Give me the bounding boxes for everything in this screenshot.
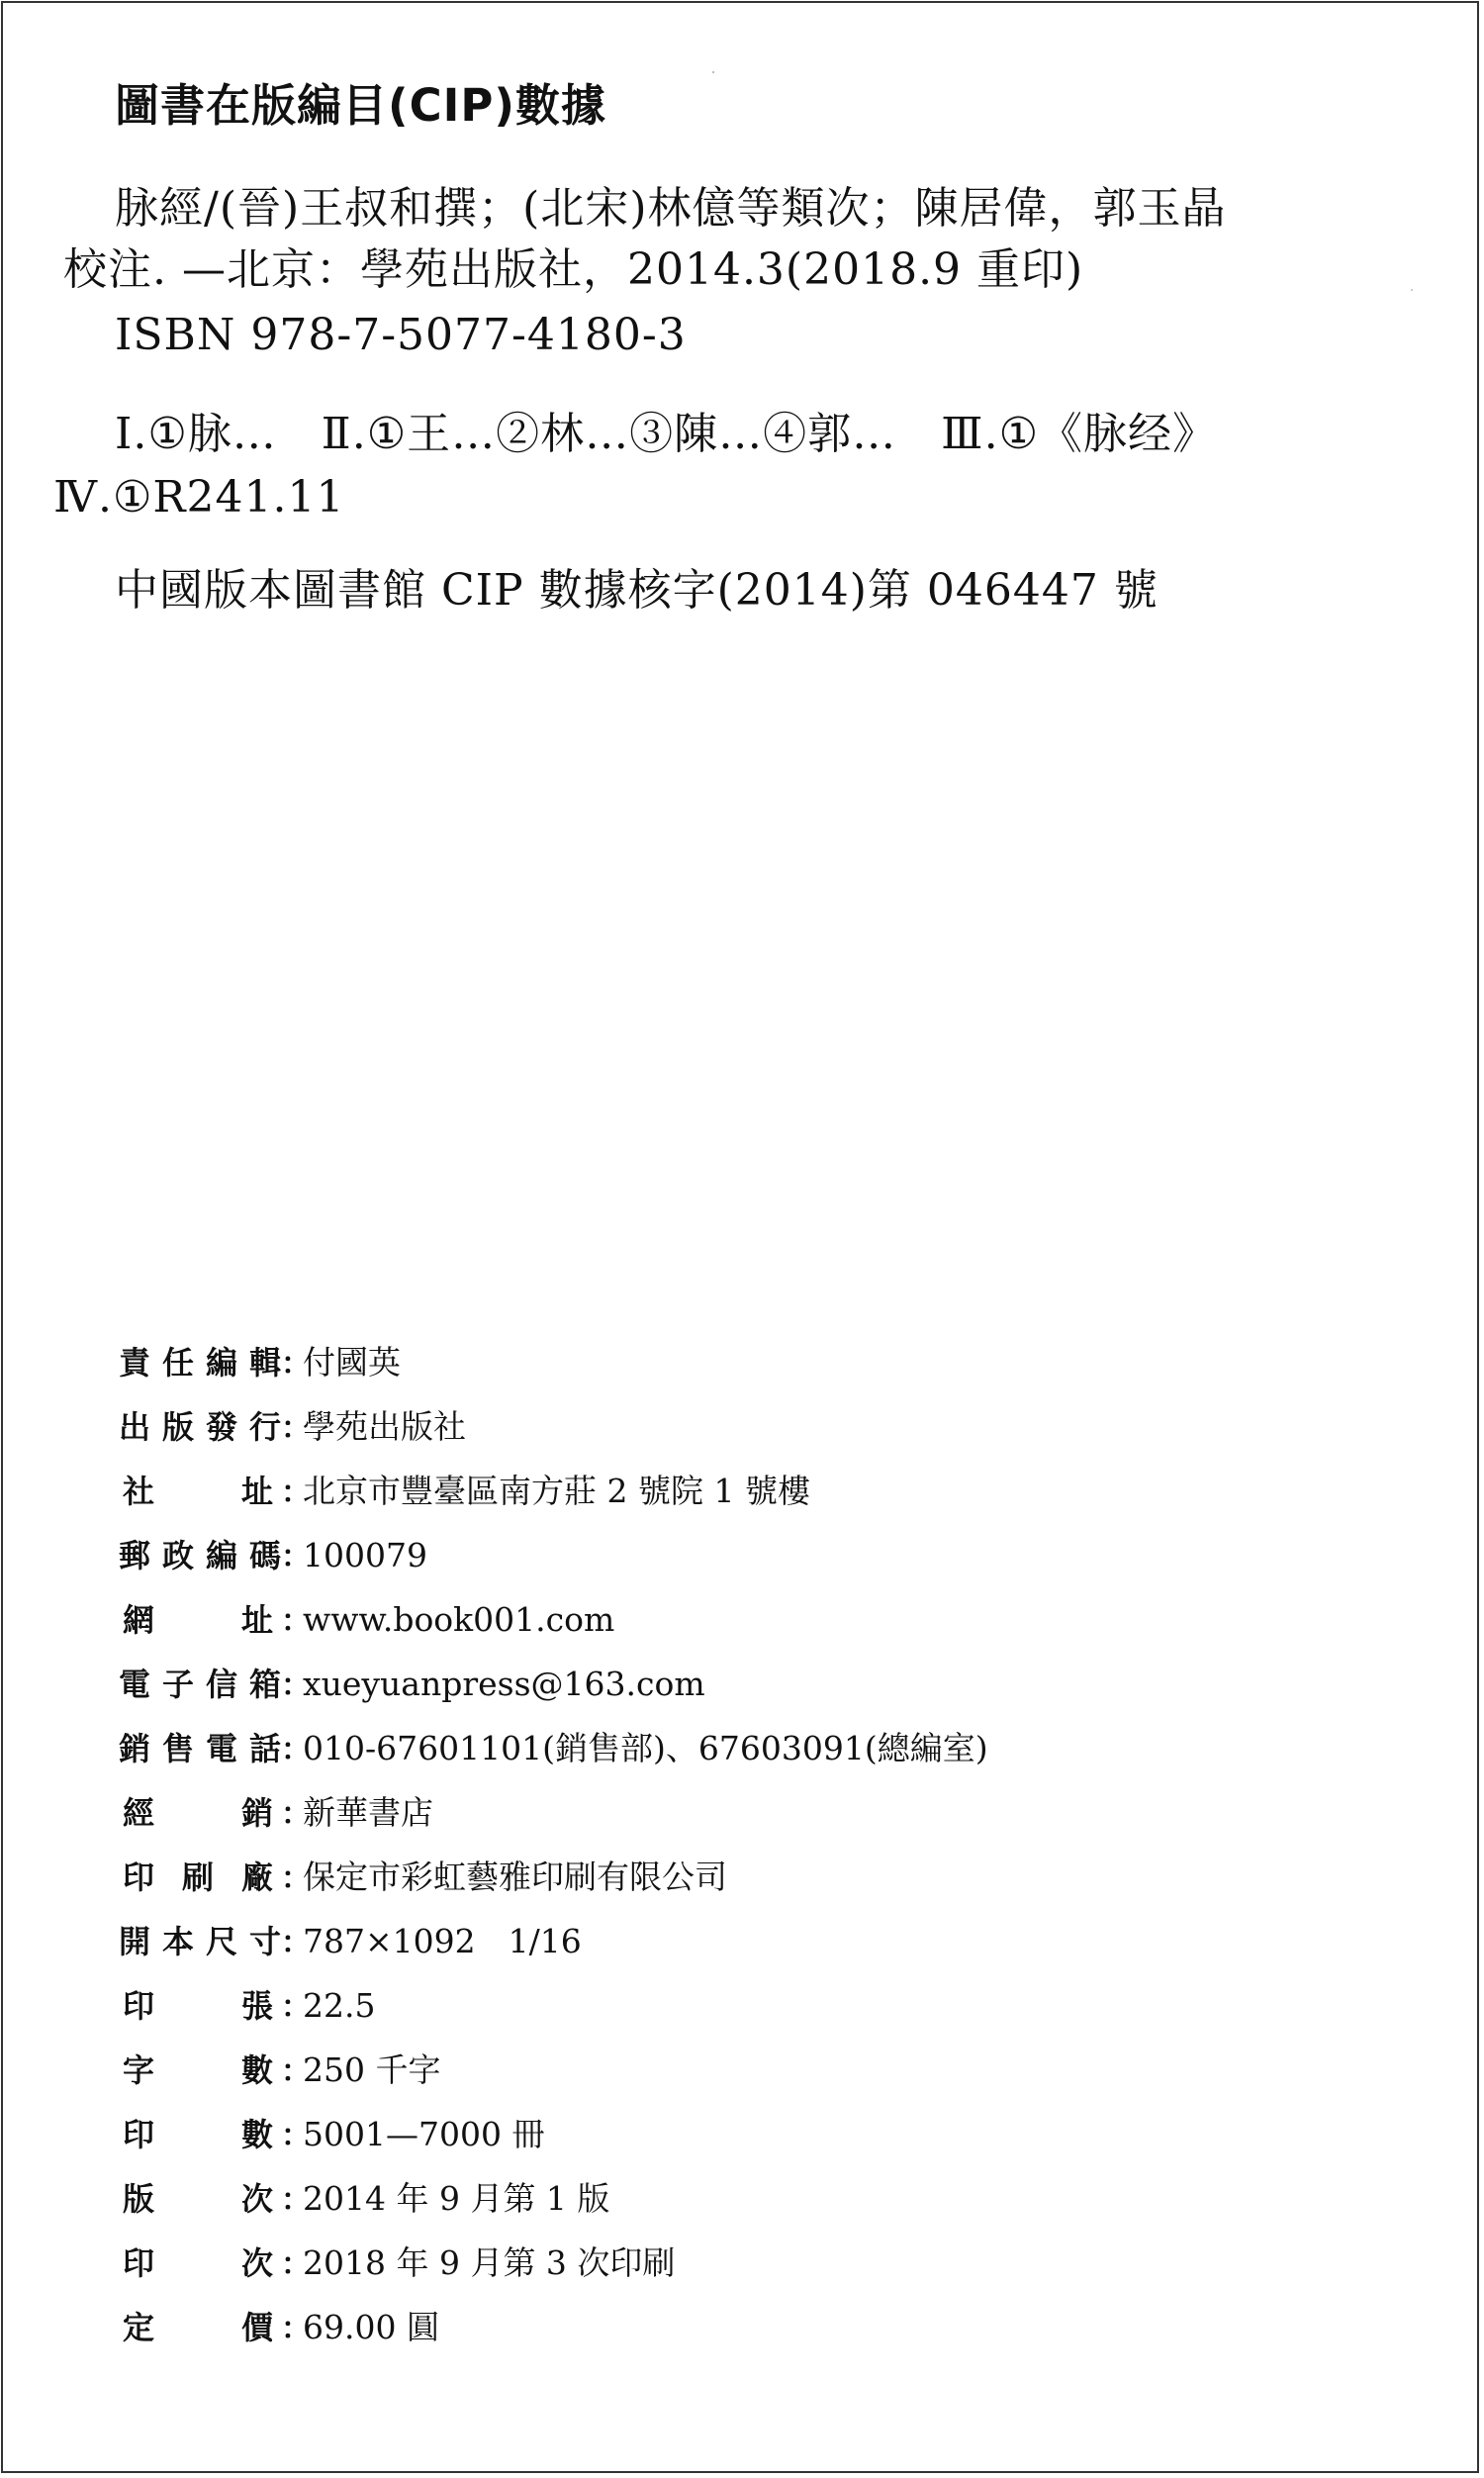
cip-publication-info: 校注. —北京：學苑出版社，2014.3(2018.9 重印): [63, 244, 1084, 295]
colophon-colon: ：: [281, 2312, 311, 2346]
cip-subject-index: Ⅰ.①脉… Ⅱ.①王…②林…③陳…④郭… Ⅲ.①《脉经》: [115, 409, 1218, 459]
colophon-row: [119, 1394, 1405, 1459]
colophon-row: [119, 1587, 1405, 1652]
cip-title-authors: 脉經/(晉)王叔和撰；(北宋)林億等類次；陳居偉，郭玉晶: [115, 183, 1227, 234]
colophon-row: [119, 2295, 1405, 2359]
colophon-row: [119, 1716, 1405, 1780]
colophon-row: [119, 1652, 1405, 1716]
colophon-colon: ：: [281, 1668, 311, 1703]
colophon-row: [119, 2038, 1405, 2102]
colophon-value: 69.00 圓: [303, 2308, 439, 2346]
colophon-value: 100079: [303, 1536, 427, 1574]
colophon-colon: ：: [281, 1604, 311, 1639]
colophon-colon: ：: [281, 1411, 311, 1446]
colophon-label: 社 址: [123, 1473, 273, 1510]
colophon-label: 印 刷 廠: [123, 1858, 273, 1896]
colophon-value: 北京市豐臺區南方莊 2 號院 1 號樓: [303, 1472, 810, 1510]
colophon-row: [119, 2102, 1405, 2166]
colophon-colon: ：: [281, 1926, 311, 1960]
colophon-colon: ：: [281, 2183, 311, 2218]
colophon-value: 保定市彩虹藝雅印刷有限公司: [303, 1858, 727, 1896]
colophon-row: [119, 1459, 1405, 1523]
colophon-value: 010-67601101(銷售部)、67603091(總編室): [303, 1729, 988, 1767]
colophon-row: [119, 1845, 1405, 1909]
colophon-label: 出版發行: [119, 1408, 281, 1446]
colophon-value: xueyuanpress@163.com: [303, 1665, 705, 1703]
colophon-value: 2014 年 9 月第 1 版: [303, 2179, 610, 2218]
colophon-label: 定 價: [123, 2309, 273, 2346]
cip-isbn: ISBN 978-7-5077-4180-3: [115, 310, 687, 360]
colophon-row: [119, 1973, 1405, 2038]
colophon-row: [119, 1780, 1405, 1845]
colophon-value: 22.5: [303, 1986, 376, 2025]
colophon-value: 付國英: [303, 1343, 401, 1382]
colophon-row: [119, 2231, 1405, 2295]
colophon-colon: ：: [281, 1797, 311, 1832]
speck: [712, 71, 714, 73]
colophon-row: [119, 1330, 1405, 1394]
colophon-value: 2018 年 9 月第 3 次印刷: [303, 2243, 676, 2282]
colophon-label: 經 銷: [123, 1794, 273, 1832]
colophon-label: 銷售電話: [119, 1730, 281, 1767]
colophon-value: 學苑出版社: [303, 1407, 466, 1446]
colophon-value: 新華書店: [303, 1793, 433, 1832]
colophon-value: 250 千字: [303, 2050, 441, 2089]
colophon-colon: ：: [281, 1861, 311, 1896]
colophon-value: www.book001.com: [303, 1600, 615, 1639]
cip-classification: Ⅳ.①R241.11: [53, 472, 345, 523]
colophon-label: 網 址: [123, 1601, 273, 1639]
colophon-label: 電子信箱: [119, 1666, 281, 1703]
speck: [1411, 289, 1413, 291]
colophon-label: 郵政編碼: [119, 1537, 281, 1574]
colophon-colon: ：: [281, 2247, 311, 2282]
cip-heading: 圖書在版編目(CIP)數據: [115, 79, 606, 132]
colophon-label: 版 次: [123, 2180, 273, 2218]
colophon-label: 印 次: [123, 2244, 273, 2282]
colophon-label: 責任編輯: [119, 1344, 281, 1382]
colophon-row: [119, 1523, 1405, 1587]
colophon-colon: ：: [281, 1476, 311, 1510]
colophon-value: 5001—7000 冊: [303, 2115, 545, 2153]
colophon-label: 印 數: [123, 2116, 273, 2153]
colophon-row: [119, 2166, 1405, 2231]
colophon-block: [119, 1330, 1405, 2359]
colophon-colon: ：: [281, 2119, 311, 2153]
colophon-value: 787×1092 1/16: [303, 1922, 582, 1960]
colophon-colon: ：: [281, 1733, 311, 1767]
colophon-colon: ：: [281, 2054, 311, 2089]
colophon-colon: ：: [281, 1540, 311, 1574]
colophon-label: 印 張: [123, 1987, 273, 2025]
cip-record-number: 中國版本圖書館 CIP 數據核字(2014)第 046447 號: [115, 565, 1159, 616]
colophon-colon: ：: [281, 1990, 311, 2025]
colophon-label: 開本尺寸: [119, 1923, 281, 1960]
colophon-colon: ：: [281, 1347, 311, 1382]
colophon-label: 字 數: [123, 2051, 273, 2089]
colophon-row: [119, 1909, 1405, 1973]
